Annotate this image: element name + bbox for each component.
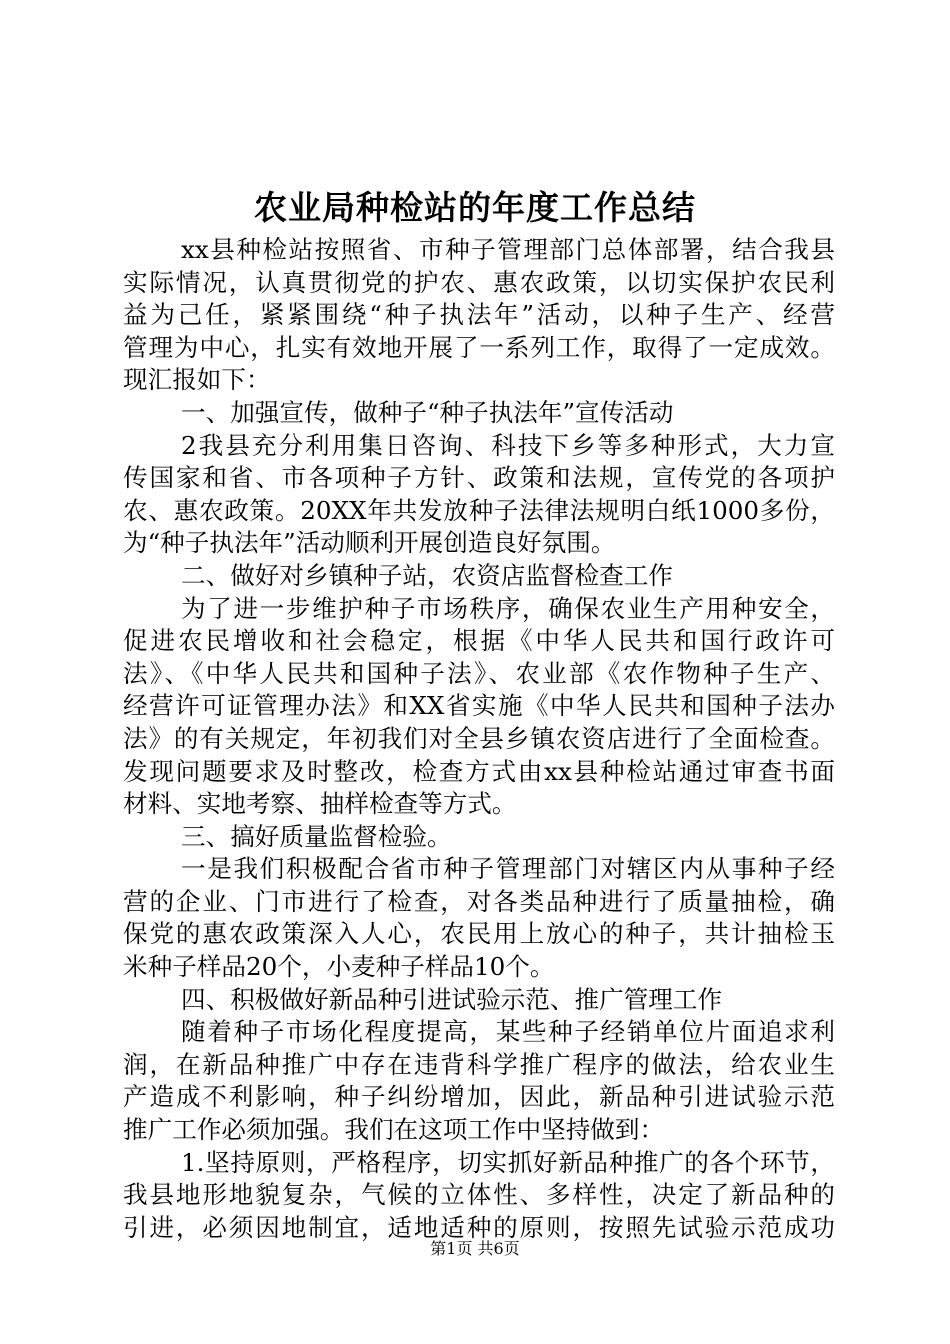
section-heading: 一、加强宣传，做种子“种子执法年”宣传活动 <box>181 397 674 427</box>
paragraph-line: 2我县充分利用集日咨询、科技下乡等多种形式，大力宣 <box>181 430 835 460</box>
paragraph-line: 1.坚持原则，严格程序，切实抓好新品种推广的各个环节， <box>181 1147 835 1177</box>
paragraph-line: 经营许可证管理办法》和XX省实施《中华人民共和国种子法办 <box>123 691 835 721</box>
paragraph-line: 米种子样品20个，小麦种子样品10个。 <box>123 952 555 982</box>
page-number-footer: 第1页 共6页 <box>430 1239 520 1258</box>
paragraph-line: 传国家和省、市各项种子方针、政策和法规，宣传党的各项护 <box>123 463 835 493</box>
paragraph-line: 现汇报如下： <box>123 365 271 395</box>
paragraph-line: 产造成不利影响，种子纠纷增加，因此，新品种引进试验示范 <box>123 1082 835 1112</box>
paragraph-line: 法》、《中华人民共和国种子法》、农业部《农作物种子生产、 <box>123 658 835 688</box>
paragraph-line: 推广工作必须加强。我们在这项工作中坚持做到： <box>123 1115 665 1145</box>
paragraph-line: 引进，必须因地制宜，适地适种的原则，按照先试验示范成功 <box>123 1212 835 1242</box>
section-heading: 二、做好对乡镇种子站，农资店监督检查工作 <box>181 560 673 590</box>
paragraph-line: 为“种子执法年”活动顺利开展创造良好氛围。 <box>123 528 616 558</box>
document-title: 农业局种检站的年度工作总结 <box>254 188 696 227</box>
section-heading: 四、积极做好新品种引进试验示范、推广管理工作 <box>181 984 723 1014</box>
paragraph-line: 随着种子市场化程度提高，某些种子经销单位片面追求利 <box>181 1017 835 1047</box>
paragraph-line: 实际情况，认真贯彻党的护农、惠农政策，以切实保护农民利 <box>123 267 835 297</box>
paragraph-line: 一是我们积极配合省市种子管理部门对辖区内从事种子经 <box>181 854 835 884</box>
paragraph-line: 为了进一步维护种子市场秩序，确保农业生产用种安全， <box>181 593 835 623</box>
paragraph-line: 我县地形地貌复杂，气候的立体性、多样性，决定了新品种的 <box>123 1180 835 1210</box>
paragraph-line: 促进农民增收和社会稳定，根据《中华人民共和国行政许可 <box>123 626 835 656</box>
paragraph-line: 法》的有关规定，年初我们对全县乡镇农资店进行了全面检查。 <box>123 723 835 753</box>
document-body <box>123 234 835 1244</box>
paragraph-line: 保党的惠农政策深入人心，农民用上放心的种子，共计抽检玉 <box>123 919 835 949</box>
paragraph-line: 农、惠农政策。20XX年共发放种子法律法规明白纸1000多份， <box>123 495 835 525</box>
paragraph-line: 营的企业、门市进行了检查，对各类品种进行了质量抽检，确 <box>123 886 835 916</box>
paragraph-line: 益为己任，紧紧围绕“种子执法年”活动，以种子生产、经营 <box>123 300 835 330</box>
paragraph-line: 管理为中心，扎实有效地开展了一系列工作，取得了一定成效。 <box>123 332 835 362</box>
paragraph-line: xx县种检站按照省、市种子管理部门总体部署，结合我县 <box>181 235 835 264</box>
section-heading: 三、搞好质量监督检验。 <box>181 821 452 851</box>
paragraph-line: 发现问题要求及时整改，检查方式由xx县种检站通过审查书面 <box>123 756 835 786</box>
paragraph-line: 材料、实地考察、抽样检查等方式。 <box>123 789 517 819</box>
paragraph-line: 润，在新品种推广中存在违背科学推广程序的做法，给农业生 <box>123 1049 835 1079</box>
